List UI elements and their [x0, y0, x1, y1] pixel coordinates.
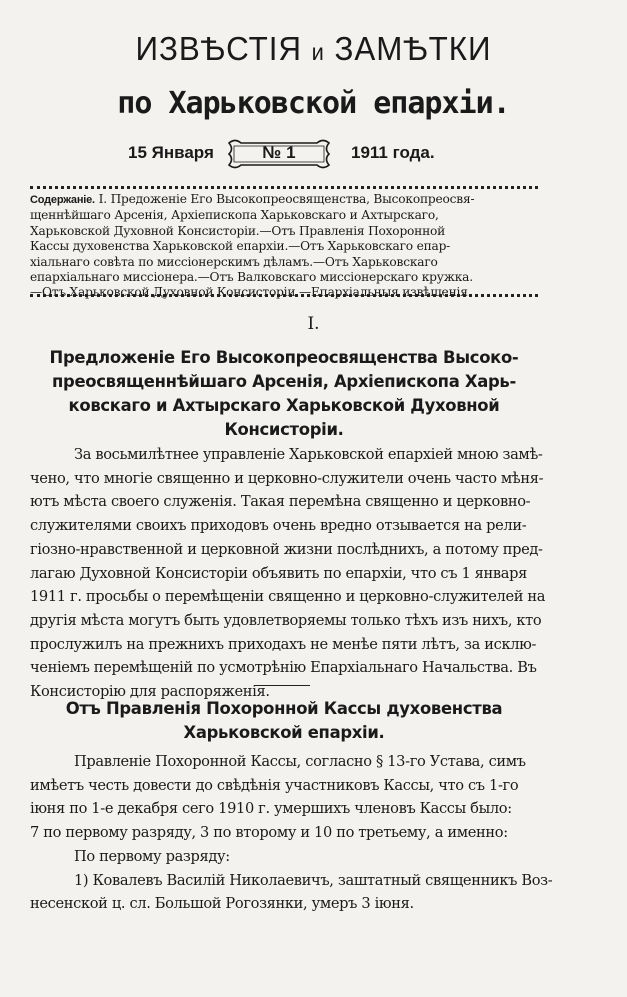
- contents-line: Харьковской Духовной Консисторіи.—Отъ Правленія Похоронной: [30, 223, 446, 238]
- body-line: Правленіе Похоронной Кассы, согласно § 13-го Устава, симъ: [74, 753, 526, 770]
- heading-line: Харьковской епархіи.: [183, 723, 385, 742]
- body-line: 7 по первому разряду, 3 по второму и 10 по третьему, а именно:: [30, 824, 508, 842]
- issue-date: 15 Января: [128, 143, 214, 162]
- contents-line: хіальнаго совѣта по миссіонерскимъ дѣламъ.—Отъ Харьковскаго: [30, 254, 438, 269]
- body-line: другія мѣста могутъ быть удовлетворяемы только тѣхъ изъ нихъ, кто: [30, 611, 542, 629]
- issue-year: 1911 года.: [351, 143, 435, 162]
- top-dotted-rule: [30, 186, 538, 189]
- body-line: 1911 г. просьбы о перемѣщеніи священно и церковно-служителей на: [30, 588, 546, 606]
- body-line: несенской ц. сл. Большой Рогозянки, умеръ 3 іюня.: [30, 895, 414, 913]
- heading-line: Отъ Правленія Похоронной Кассы духовенства: [65, 699, 503, 718]
- contents-label: Содержаніе.: [30, 194, 95, 206]
- section2-heading: [30, 697, 538, 745]
- heading-line: ковскаго и Ахтырскаго Харьковской Духовной: [68, 396, 500, 415]
- body-line: По первому разряду:: [74, 847, 230, 865]
- issue-line: [0, 137, 627, 173]
- body-line: прослужилъ на прежнихъ приходахъ не менѣе пяти лѣтъ, за исклю-: [30, 635, 537, 653]
- section1-heading: [30, 346, 538, 442]
- table-of-contents: [30, 192, 538, 301]
- section2-body: [30, 750, 553, 916]
- section-numeral: I.: [307, 314, 320, 334]
- contents-line: Кассы духовенства Харьковской епархіи.—Отъ Харьковскаго епар-: [30, 239, 451, 254]
- masthead-title-part-b: ЗАМѢТКИ: [334, 30, 492, 67]
- issue-number: № 1: [262, 143, 296, 162]
- body-line: 1) Ковалевъ Василій Николаевичъ, заштатный священникъ Воз-: [74, 871, 553, 889]
- masthead-title: [16, 30, 612, 68]
- heading-line: Предложеніе Его Высокопреосвященства Высоко-: [49, 348, 519, 367]
- body-line: ченіемъ перемѣщеній по усмотрѣнію Епархіальнаго Начальства. Въ: [30, 659, 537, 677]
- contents-line-text: I. Предоженіе Его Высокопреосвященства, Высокопреосвя-: [98, 192, 475, 206]
- body-line: ютъ мѣста своего служенія. Такая перемѣна священно и церковно-: [30, 493, 531, 511]
- heading-line: преосвященнѣйшаго Арсенія, Архіепископа Харь-: [52, 372, 516, 391]
- body-line: лагаю Духовной Консисторіи объявить по епархіи, что съ 1 января: [30, 564, 527, 582]
- body-line: имѣетъ честь довести до свѣдѣнія участниковъ Кассы, что съ 1-го: [30, 776, 519, 794]
- body-line: гіозно-нравственной и церковной жизни послѣднихъ, а потому пред-: [30, 540, 543, 558]
- contents-line: щеннѣйшаго Арсенія, Архіепископа Харьковскаго и Ахтырскаго,: [30, 208, 439, 223]
- contents-line: епархіальнаго миссіонера.—Отъ Валковскаго миссіонерскаго кружка.: [30, 270, 473, 285]
- body-line: служителями своихъ приходовъ очень вредно отзывается на рели-: [30, 517, 527, 535]
- masthead-title-conjunction: и: [311, 39, 325, 65]
- body-line: чено, что многіе священно и церковно-служители очень часто мѣня-: [30, 469, 544, 487]
- section-divider: [254, 685, 310, 686]
- contents-line: [30, 192, 538, 208]
- contents-line: —Отъ Харьковской Духовной Консисторіи.—Епархіальныя извѣщенія.: [30, 285, 472, 300]
- masthead-subtitle: по Харьковской епархіи.: [117, 86, 510, 121]
- section1-body: [30, 443, 546, 704]
- body-line: Консисторію для распоряженія.: [30, 683, 270, 701]
- body-line: За восьмилѣтнее управленіе Харьковской епархіей мною замѣ-: [74, 446, 543, 463]
- body-line: іюня по 1-е декабря сего 1910 г. умершихъ членовъ Кассы было:: [30, 800, 512, 818]
- heading-line: Консисторіи.: [224, 420, 344, 439]
- masthead-title-part-a: ИЗВѢСТІЯ: [135, 30, 303, 67]
- bottom-dotted-rule: [30, 294, 538, 297]
